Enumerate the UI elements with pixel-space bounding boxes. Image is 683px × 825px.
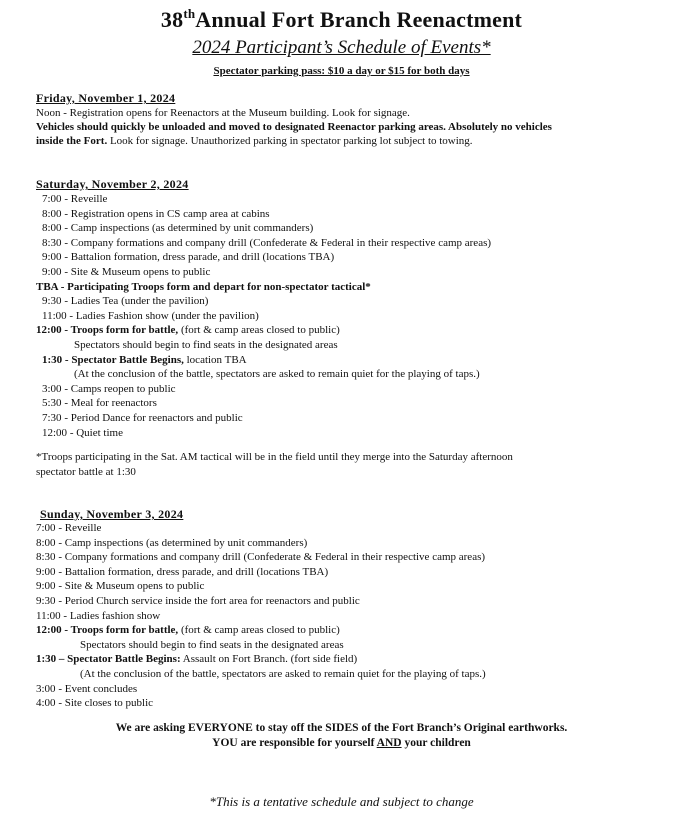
saturday-item-text: - Registration opens in CS camp area at cabins (61, 207, 270, 220)
sunday-item-time: 9:30 (36, 595, 56, 607)
sunday-heading: Sunday, November 3, 2024 (40, 507, 184, 521)
responsibility-part-1: YOU are responsible for yourself (212, 737, 377, 749)
saturday-item-detail: location TBA (183, 353, 247, 366)
saturday-item-time: 7:00 (42, 193, 62, 205)
sunday-item-text: - Battalion formation, dress parade, and drill (locations TBA) (55, 565, 329, 578)
sunday-item-text: - Company formations and company drill (Confederate & Federal in their respective camp areas) (55, 551, 486, 564)
saturday-item-text: Spectators should begin to find seats in the designated areas (74, 339, 338, 351)
saturday-item-time: 5:30 (42, 397, 62, 410)
tentative-disclaimer: *This is a tentative schedule and subject to change (209, 794, 474, 809)
sunday-item-text: (At the conclusion of the battle, spectators are asked to remain quiet for the playing of taps.) (80, 668, 486, 680)
responsibility-note (0, 737, 683, 749)
friday-heading: Friday, November 1, 2024 (36, 91, 176, 105)
saturday-item-time: 8:30 (42, 236, 62, 249)
sunday-item-text: - Camp inspections (as determined by unit commanders) (55, 536, 308, 549)
earthworks-warning: We are asking EVERYONE to stay off the SIDES of the Fort Branch’s Original earthworks. (115, 722, 568, 734)
sunday-item-text: - Period Church service inside the fort area for reenactors and public (55, 595, 360, 607)
sunday-item-time: 8:30 (36, 551, 56, 564)
saturday-item (42, 221, 313, 235)
sunday-item-text: – Spectator Battle Begins: (56, 653, 181, 666)
saturday-item-time: 8:00 (42, 207, 62, 220)
saturday-item-time: 1:30 (42, 353, 63, 366)
saturday-item (42, 382, 176, 396)
title-ordinal: th (183, 6, 196, 21)
saturday-item (74, 367, 480, 381)
sunday-item-text: - Event concludes (55, 682, 138, 695)
sunday-item (36, 550, 485, 564)
saturday-item (42, 192, 107, 206)
sunday-item (80, 667, 486, 681)
saturday-item-text: - Company formations and company drill (Confederate & Federal in their respective camp areas) (61, 236, 492, 249)
saturday-item (42, 265, 210, 279)
sunday-item-time: 7:00 (36, 522, 56, 534)
friday-line-1: Noon - Registration opens for Reenactors at the Museum building. Look for signage. (36, 107, 410, 119)
sunday-item-text: - Troops form for battle, (61, 624, 179, 637)
title-number: 38 (160, 7, 184, 32)
sunday-item-text: - Site closes to public (55, 697, 154, 710)
sunday-item-time: 8:00 (36, 536, 56, 549)
friday-line-2: Vehicles should quickly be unloaded and moved to designated Reenactor parking areas. Absolutely no vehicles (36, 121, 552, 133)
saturday-item-time: 8:00 (42, 222, 62, 235)
saturday-item-time: 9:00 (42, 266, 62, 278)
sunday-item-time: 4:00 (36, 697, 56, 710)
sunday-item-time: 9:00 (36, 580, 56, 593)
saturday-footnote-line-2: spectator battle at 1:30 (36, 465, 136, 478)
sunday-item-text: - Site & Museum opens to public (55, 580, 205, 593)
sunday-item-time: 11:00 (36, 609, 61, 622)
saturday-item-text: - Troops form for battle, (61, 324, 179, 337)
saturday-item-time: TBA (36, 280, 59, 293)
saturday-item-text: - Site & Museum opens to public (61, 266, 211, 278)
saturday-item-text: - Ladies Fashion show (under the pavilion) (66, 309, 259, 322)
saturday-item (42, 207, 270, 221)
saturday-item (36, 280, 371, 294)
saturday-item-time: 12:00 (36, 324, 62, 337)
saturday-item (42, 294, 208, 308)
sunday-item (36, 565, 328, 579)
saturday-item-text: - Meal for reenactors (61, 397, 157, 410)
sunday-item (36, 536, 307, 550)
saturday-item-time: 9:30 (42, 295, 62, 308)
saturday-item-text: - Battalion formation, dress parade, and drill (locations TBA) (61, 251, 335, 264)
saturday-item-text: - Reveille (61, 193, 108, 205)
saturday-item-text: - Ladies Tea (under the pavilion) (61, 295, 209, 308)
sunday-item-detail: (fort & camp areas closed to public) (178, 624, 340, 637)
page-subtitle: 2024 Participant’s Schedule of Events* (192, 37, 491, 58)
saturday-item-time: 7:30 (42, 412, 62, 424)
saturday-item-text: - Camp inspections (as determined by unit commanders) (61, 222, 314, 235)
saturday-item (42, 236, 491, 250)
sunday-item (36, 696, 153, 710)
saturday-item (74, 338, 338, 352)
sunday-item (36, 623, 340, 637)
saturday-item (42, 396, 157, 410)
sunday-item-time: 9:00 (36, 565, 56, 578)
parking-pass-info: Spectator parking pass: $10 a day or $15 for both days (213, 65, 470, 77)
title-text: Annual Fort Branch Reenactment (195, 7, 523, 32)
page-title (0, 6, 683, 33)
saturday-item (42, 426, 123, 440)
sunday-item (80, 638, 344, 652)
saturday-item-time: 3:00 (42, 382, 62, 395)
saturday-item (42, 309, 259, 323)
saturday-footnote (36, 450, 636, 479)
sunday-item-text: - Reveille (55, 522, 102, 534)
responsibility-and: AND (376, 737, 402, 749)
saturday-item-text: - Spectator Battle Begins, (62, 353, 184, 366)
sunday-item-text: - Ladies fashion show (60, 609, 161, 622)
sunday-item (36, 579, 204, 593)
sunday-item-time: 12:00 (36, 624, 62, 637)
sunday-item (36, 652, 357, 666)
saturday-item-text: - Participating Troops form and depart for non-spectator tactical* (58, 280, 371, 293)
saturday-heading: Saturday, November 2, 2024 (36, 177, 189, 191)
sunday-item (36, 521, 101, 535)
sunday-item-time: 1:30 (36, 653, 57, 666)
sunday-item (36, 609, 160, 623)
friday-line-3 (36, 134, 473, 148)
saturday-item-text: - Period Dance for reenactors and public (61, 412, 243, 424)
sunday-item (36, 682, 137, 696)
saturday-item-time: 9:00 (42, 251, 62, 264)
friday-line-3-rest: Look for signage. Unauthorized parking in spectator parking lot subject to towing. (107, 135, 473, 147)
saturday-item-detail: (fort & camp areas closed to public) (178, 324, 340, 337)
saturday-footnote-line-1: *Troops participating in the Sat. AM tactical will be in the field until they merge into the Saturday afternoon (36, 451, 513, 463)
saturday-item-text: - Quiet time (67, 426, 123, 439)
responsibility-part-2: your children (401, 737, 471, 749)
saturday-item-time: 11:00 (42, 309, 67, 322)
sunday-item (36, 594, 360, 608)
sunday-item-time: 3:00 (36, 682, 56, 695)
saturday-item-time: 12:00 (42, 426, 68, 439)
saturday-item (36, 323, 340, 337)
saturday-item (42, 411, 243, 425)
friday-line-3-bold: inside the Fort. (36, 135, 108, 147)
saturday-item-text: - Camps reopen to public (61, 382, 176, 395)
saturday-item-text: (At the conclusion of the battle, spectators are asked to remain quiet for the playing of taps.) (74, 368, 480, 381)
sunday-item-detail: Assault on Fort Branch. (fort side field) (180, 653, 358, 666)
saturday-item (42, 353, 247, 367)
sunday-item-text: Spectators should begin to find seats in the designated areas (80, 638, 344, 651)
saturday-item (42, 250, 334, 264)
